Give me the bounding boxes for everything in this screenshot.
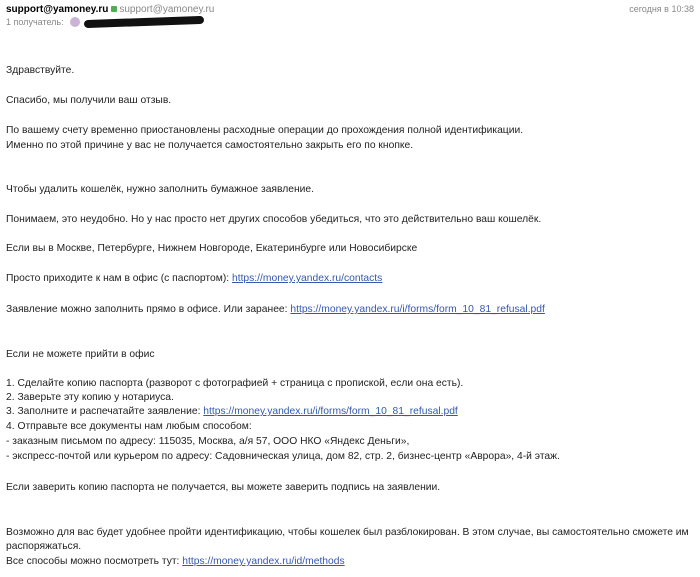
thanks-line: Спасибо, мы получили ваш отзыв.	[6, 95, 172, 106]
refusal-form-link[interactable]: https://money.yandex.ru/i/forms/form_10_81_refusal.pdf	[290, 304, 545, 315]
sender-name[interactable]: support@yamoney.ru	[6, 4, 109, 15]
recipients-row	[6, 17, 204, 28]
greeting: Здравствуйте.	[6, 65, 75, 76]
paragraph-line: распоряжаться.	[6, 541, 82, 552]
recipients-label[interactable]: 1 получатель:	[6, 17, 64, 27]
redacted-recipient	[84, 16, 204, 28]
verified-lock-icon	[111, 6, 117, 12]
paragraph-text: Заявление можно заполнить прямо в офисе. Или заранее:	[6, 304, 291, 315]
refusal-form-link-step[interactable]: https://money.yandex.ru/i/forms/form_10_81_refusal.pdf	[203, 406, 458, 417]
step-item	[6, 405, 458, 419]
step-item: 1. Сделайте копию паспорта (разворот с фотографией + страница с пропиской, если она есть).	[6, 378, 464, 389]
paragraph-text: Просто приходите к нам в офис (с паспортом):	[6, 273, 232, 284]
paragraph-line: Понимаем, это неудобно. Но у нас просто нет других способов убедиться, что это действительно ваш кошелёк.	[6, 214, 542, 225]
step-item: 4. Отправьте все документы нам любым способом:	[6, 421, 252, 432]
sender-email[interactable]: support@yamoney.ru	[119, 4, 215, 15]
paragraph-line: Если не можете прийти в офис	[6, 349, 155, 360]
sender-row	[6, 4, 214, 15]
paragraph-line: По вашему счету временно приостановлены расходные операции до прохождения полной идентификации.	[6, 125, 524, 136]
recipient-avatar[interactable]	[70, 17, 80, 27]
step-subitem: - экспресс-почтой или курьером по адресу: Садовническая улица, дом 82, стр. 2, бизнес-центр «Аврора», 4-й этаж.	[6, 451, 560, 462]
email-header	[6, 4, 694, 30]
paragraph-line	[6, 272, 382, 286]
message-timestamp: сегодня в 10:38	[629, 4, 694, 14]
step-item: 2. Заверьте эту копию у нотариуса.	[6, 392, 174, 403]
step-text: 3. Заполните и распечатайте заявление:	[6, 406, 204, 417]
paragraph-line: Чтобы удалить кошелёк, нужно заполнить бумажное заявление.	[6, 184, 314, 195]
paragraph-line: Возможно для вас будет удобнее пройти идентификацию, чтобы кошелек был разблокирован. В этом случае, вы самостоятельно сможете им	[6, 527, 689, 538]
paragraph-text: Все способы можно посмотреть тут:	[6, 556, 183, 567]
paragraph-line: Если вы в Москве, Петербурге, Нижнем Новгороде, Екатеринбурге или Новосибирске	[6, 243, 418, 254]
step-subitem: - заказным письмом по адресу: 115035, Москва, а/я 57, ООО НКО «Яндекс Деньги»,	[6, 436, 410, 447]
paragraph-line: Если заверить копию паспорта не получается, вы можете заверить подпись на заявлении.	[6, 482, 441, 493]
contacts-link[interactable]: https://money.yandex.ru/contacts	[231, 273, 383, 284]
paragraph-line	[6, 555, 345, 569]
id-methods-link[interactable]: https://money.yandex.ru/id/methods	[182, 556, 345, 567]
paragraph-line	[6, 303, 545, 317]
paragraph-line: Именно по этой причине у вас не получается самостоятельно закрыть его по кнопке.	[6, 140, 414, 151]
